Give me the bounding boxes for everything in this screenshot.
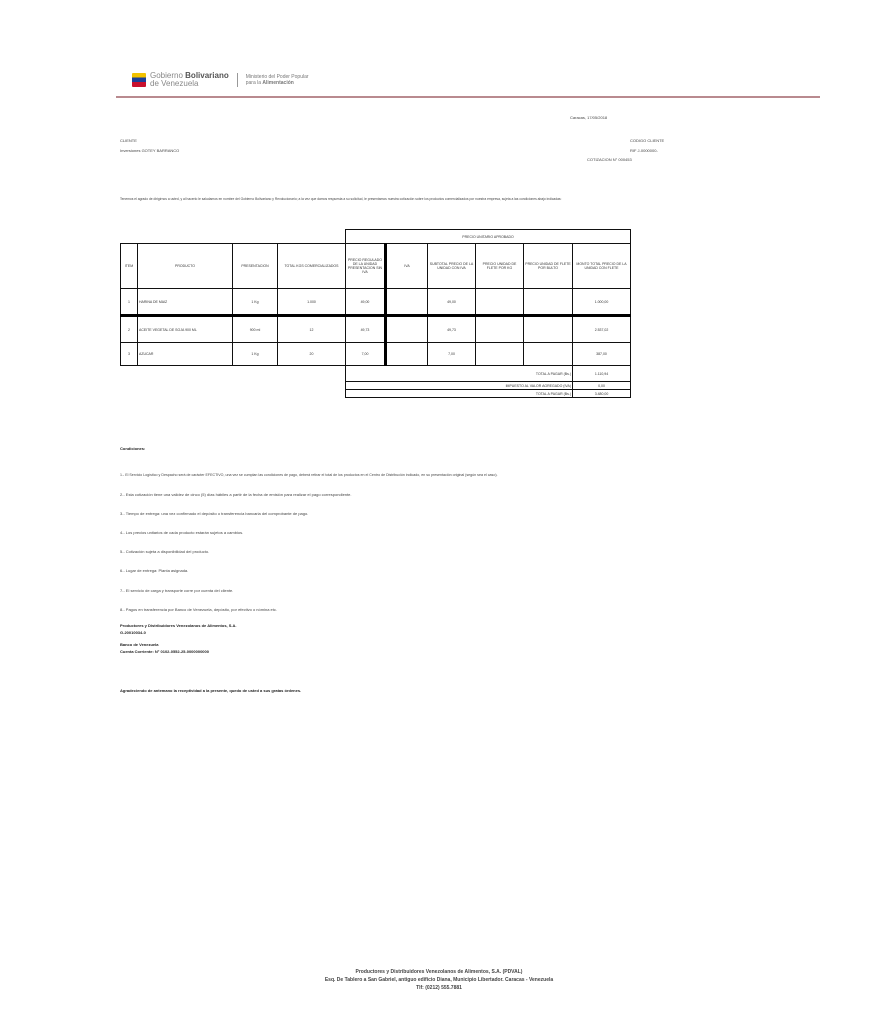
footer-line1: Productores y Distribuidores Venezolanos de Alimentos, S.A. (PDVAL) — [355, 969, 523, 975]
gov-text: Gobierno — [150, 71, 183, 80]
quotation-number: COTIZACION N° 000453 — [587, 157, 632, 162]
iva-label: IMPUESTO AL VALOR AGREGADO (IVA) — [346, 382, 573, 390]
col-header: PRODUCTO — [138, 244, 233, 289]
date: Caracas, 17/05/2018 — [570, 115, 608, 120]
intro-text: Tenemos el agrado de dirigirnos a usted, y al hacerlo le saludamos en nombre del Gobierno Bolivariano y Revolucionario; a la vez que damos respuesta a su solicitud, le presentamos nuestra cotización sobre los productos comercializados por nuestra empresa, sujeta a las condiciones abajo indicadas: — [120, 197, 562, 201]
client-label: CLIENTE — [120, 138, 137, 143]
header-rule — [116, 96, 820, 98]
cell-subtotal: 49,00 — [428, 289, 476, 316]
conditions-title: Condiciones: — [120, 446, 146, 451]
col-header: TOTAL KGS COMERCIALIZADOS — [278, 244, 346, 289]
cell-total: 1.000,00 — [573, 289, 631, 316]
cell-price: 49,73 — [346, 316, 386, 343]
cell-freight-bulk — [524, 343, 573, 366]
bank-rif: G-20010034-0 — [120, 630, 146, 635]
cell-presentation: 900 ml — [233, 316, 278, 343]
cell-product: AZUCAR — [138, 343, 233, 366]
totals-row — [121, 390, 631, 398]
table-row — [121, 289, 631, 316]
cell-subtotal: 7,00 — [428, 343, 476, 366]
gov-text-bold: Bolivariano — [185, 71, 229, 80]
cell-kgs: 1.000 — [278, 289, 346, 316]
col-header: PRESENTACION — [233, 244, 278, 289]
condition-item: 2.- Esta cotización tiene una validez de cinco (5) días hábiles a partir de la fecha de emisión para realizar el pago correspondiente. — [120, 492, 352, 497]
cell-kgs: 20 — [278, 343, 346, 366]
condition-item: 7.- El servicio de carga y transporte corre por cuenta del cliente. — [120, 588, 234, 593]
col-header: ITEM — [121, 244, 138, 289]
condition-item: 6.- Lugar de entrega: Planta asignada. — [120, 568, 189, 573]
bank-account: Cuenta Corriente: N° 0102-0552-25-0000000000 — [120, 649, 209, 654]
cell-item: 3 — [121, 343, 138, 366]
col-header: PRECIO UNIDAD DE FLETE POR BULTO — [524, 244, 573, 289]
cell-price: 7,00 — [346, 343, 386, 366]
cell-product: HARINA DE MAIZ — [138, 289, 233, 316]
totals-row — [121, 382, 631, 390]
condition-item: 4.- Los precios unitarios de cada producto estarán sujetos a cambios. — [120, 530, 244, 535]
cell-product: ACEITE VEGETAL DE SOJA 900 ML — [138, 316, 233, 343]
group-header: PRECIO UNITARIO APROBADO — [346, 230, 631, 244]
cell-freight-kg — [476, 343, 524, 366]
condition-item: 8.- Pagos en transferencia por Banco de Venezuela, depósito, por efectivo o nómina etc. — [120, 607, 277, 612]
closing-text: Agradeciendo de antemano la receptividad a la presente, quedo de usted a sus gratas órdenes. — [120, 688, 302, 693]
col-header: IVA — [386, 244, 428, 289]
gov-text-2: de Venezuela — [150, 79, 199, 88]
ministry-line1: Ministerio del Poder Popular — [245, 74, 309, 80]
bank-name: Banco de Venezuela — [120, 642, 159, 647]
cell-price: 49,00 — [346, 289, 386, 316]
cell-presentation: 1 Kg — [233, 343, 278, 366]
condition-item: 3.- Tiempo de entrega: una vez confirmado el depósito o transferencia bancaria del comprobante de pago. — [120, 511, 309, 516]
grand-total-label: TOTAL A PAGAR (Bs.) — [346, 390, 573, 398]
ministry-line2-bold: Alimentación — [262, 80, 294, 86]
cell-total: 2.537,02 — [573, 316, 631, 343]
client-rif: RIF J-0000000- — [630, 148, 658, 153]
col-header: PRECIO REGULADO DE LA UNIDAD PRESENTACION SIN IVA — [346, 244, 386, 289]
cell-total: 387,00 — [573, 343, 631, 366]
condition-item: 1.- El Servicio Logístico y Despacho será de carácter EFECTIVO, una vez se cumplan las condiciones de pago, deberá retirar el total de los productos en el Centro de Distribución indicado, en su presentación original (según sea el caso). — [120, 473, 498, 477]
totals-row — [121, 366, 631, 382]
condition-item: 5.- Cotización sujeta a disponibilidad del producto. — [120, 549, 210, 554]
venezuela-flag-icon — [132, 73, 146, 87]
footer-line2: Esq. De Tablero a San Gabriel, antiguo edificio Diana, Municipio Libertador. Caracas - Venezuela — [324, 977, 554, 983]
col-header: MONTO TOTAL PRECIO DE LA UNIDAD CON FLETE — [573, 244, 631, 289]
grand-total-value: 3.480,00 — [573, 390, 631, 398]
footer-line3: Tlf: (0212) 555.7881 — [416, 985, 462, 991]
iva-value: 0,00 — [573, 382, 631, 390]
ministry-line2: para la — [245, 80, 262, 86]
cell-subtotal: 49,73 — [428, 316, 476, 343]
cell-item: 1 — [121, 289, 138, 316]
cell-kgs: 12 — [278, 316, 346, 343]
total-label: TOTAL A PAGAR (Bs.) — [346, 366, 573, 382]
table-row — [121, 343, 631, 366]
quotation-table — [120, 229, 631, 398]
cell-iva — [386, 316, 428, 343]
cell-item: 2 — [121, 316, 138, 343]
cell-iva — [386, 343, 428, 366]
header-row — [121, 244, 631, 289]
col-header: PRECIO UNIDAD DE FLETE POR KG — [476, 244, 524, 289]
header-logo — [132, 72, 309, 88]
table-row — [121, 316, 631, 343]
total-value: 1.110,94 — [573, 366, 631, 382]
bank-company: Productores y Distribuidores Venezolanos de Alimentos, S.A. — [120, 623, 237, 628]
cell-freight-bulk — [524, 316, 573, 343]
cell-freight-kg — [476, 289, 524, 316]
client-code: CODIGO CLIENTE — [630, 138, 665, 143]
cell-iva — [386, 289, 428, 316]
client-name: Inversiones GOTEY BARRANCO — [120, 148, 180, 153]
logo-divider — [237, 73, 238, 87]
cell-freight-bulk — [524, 289, 573, 316]
cell-presentation: 1 Kg — [233, 289, 278, 316]
col-header: SUBTOTAL PRECIO DE LA UNIDAD CON IVA — [428, 244, 476, 289]
cell-freight-kg — [476, 316, 524, 343]
